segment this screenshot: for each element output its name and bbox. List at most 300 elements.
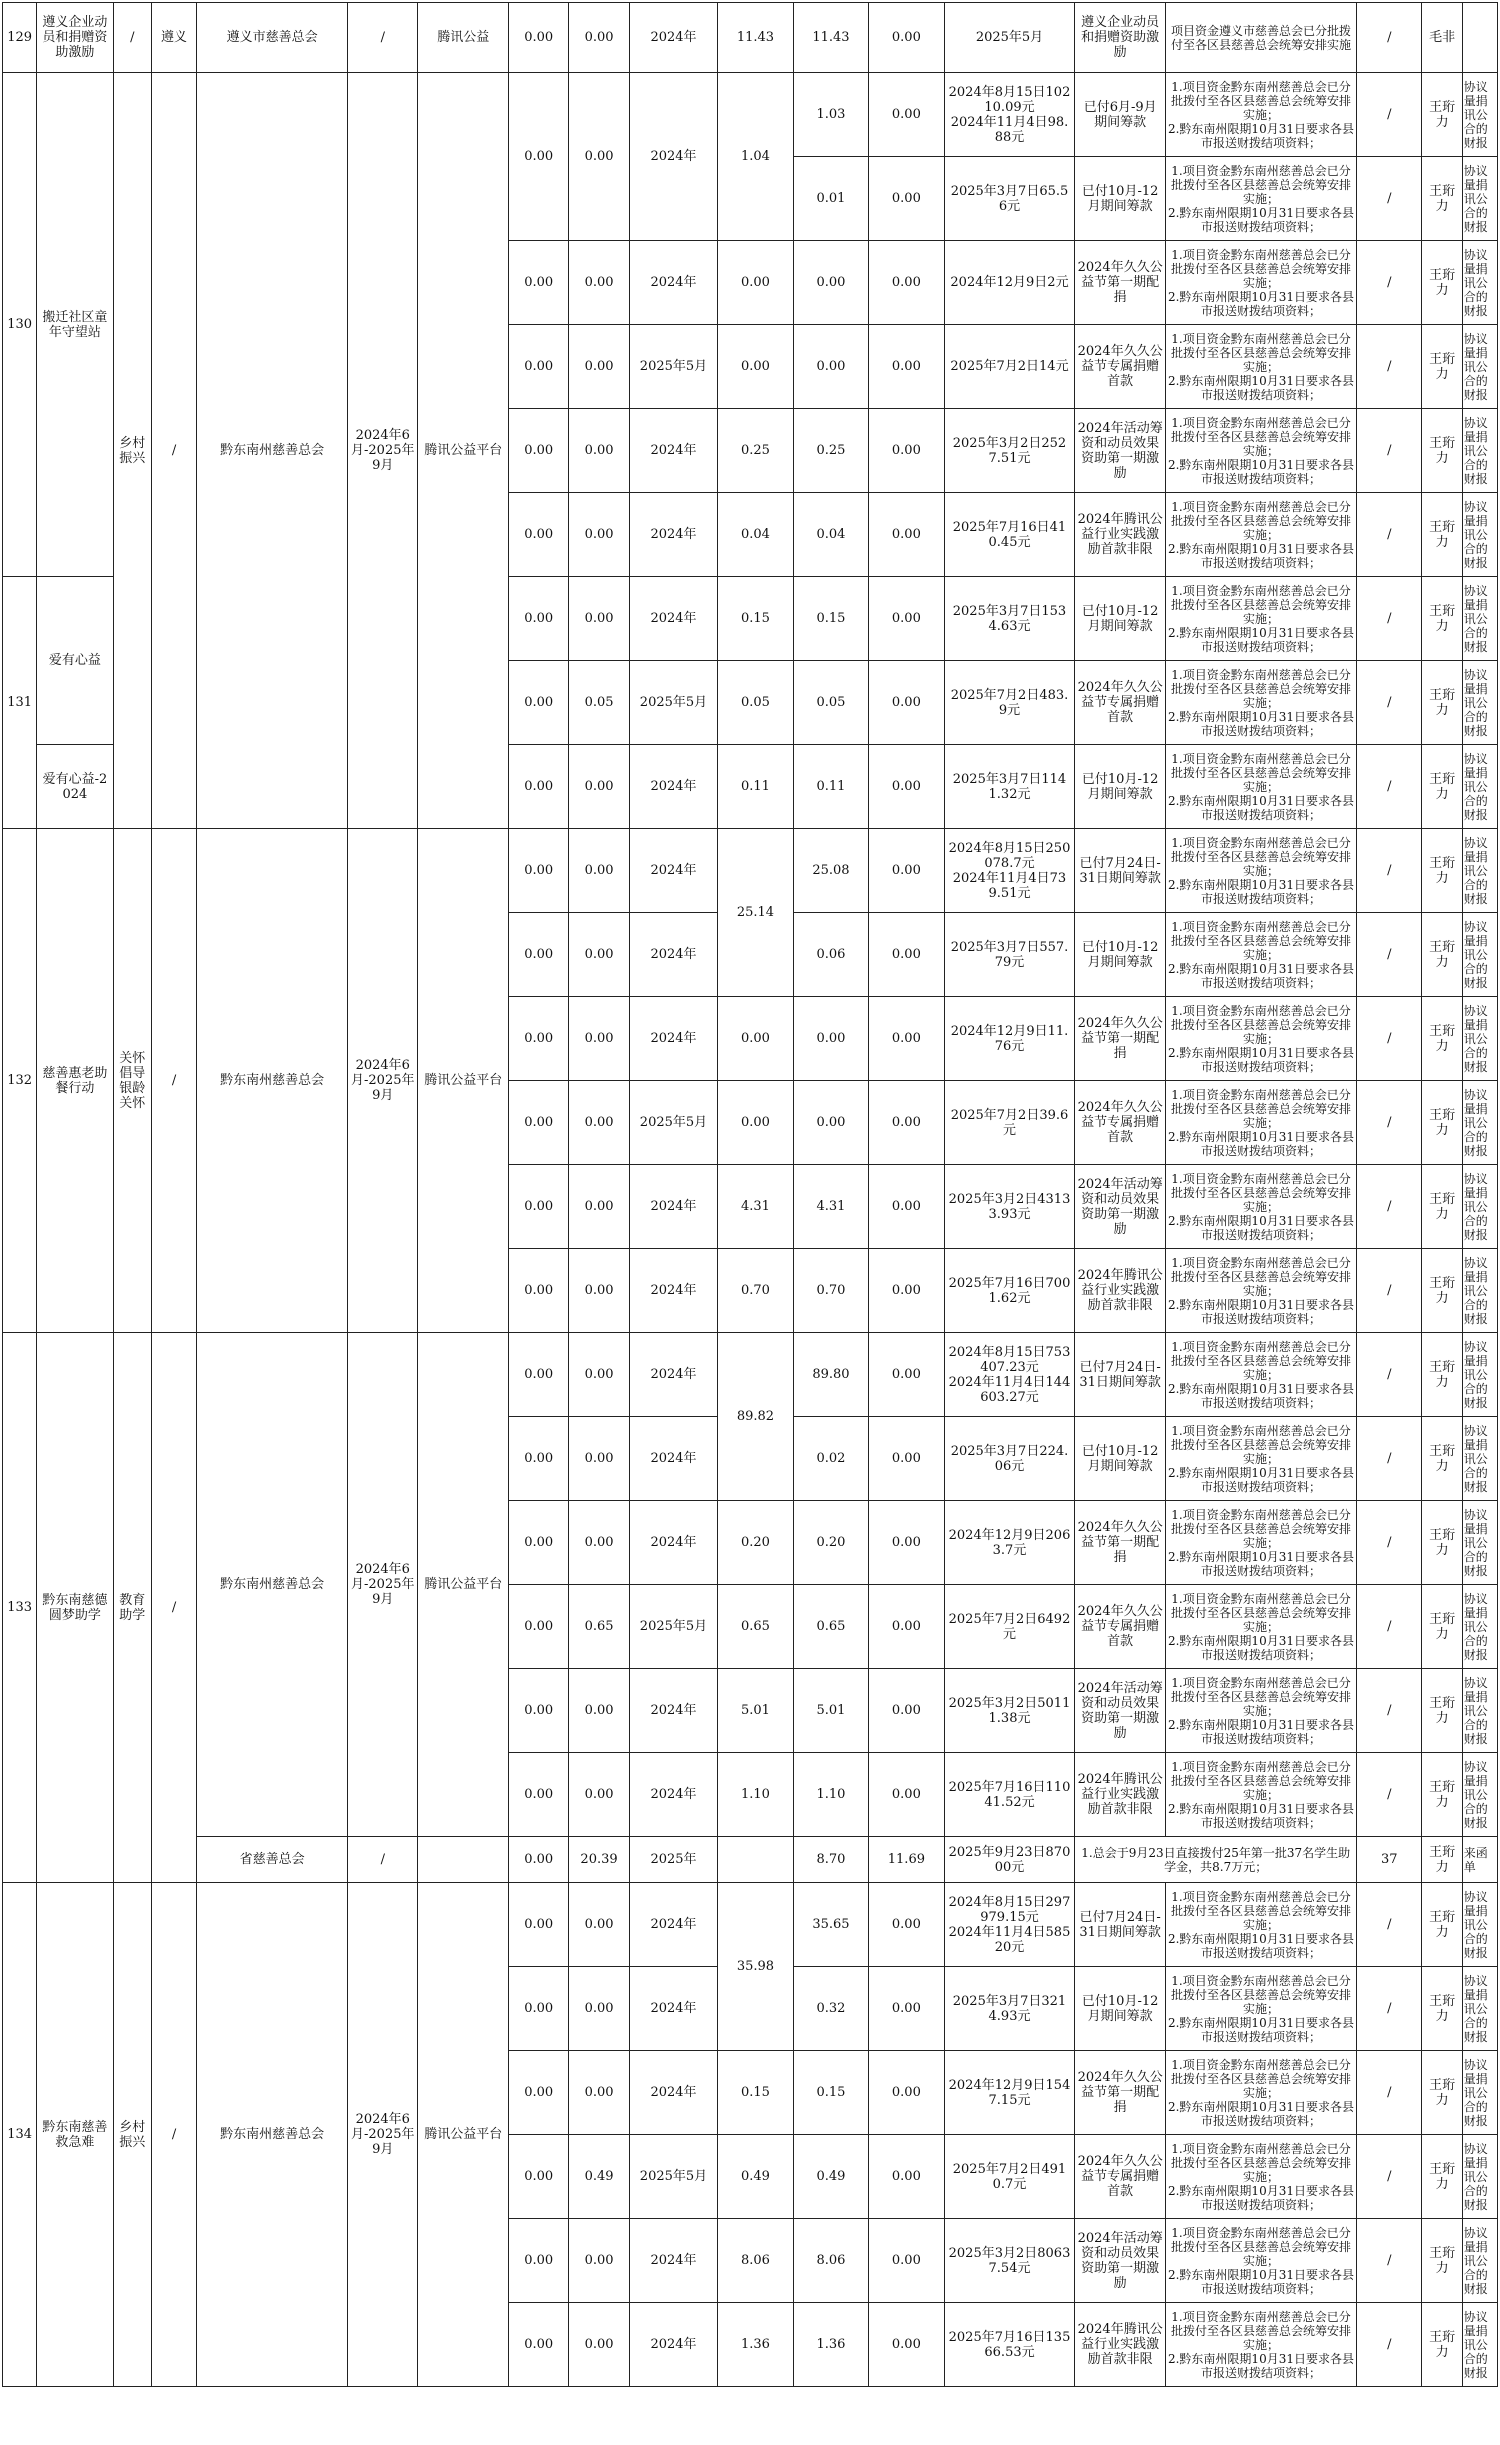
table-cell: / bbox=[1357, 2051, 1422, 2135]
date-amount: 2025年7月2日4910.7元 bbox=[944, 2135, 1075, 2219]
table-cell: / bbox=[1357, 913, 1422, 997]
table-row bbox=[3, 1837, 1498, 1883]
table-cell: / bbox=[1357, 1417, 1422, 1501]
table-cell: 0.00 bbox=[509, 409, 569, 493]
table-cell: 0.00 bbox=[793, 241, 868, 325]
table-cell: 2024年 bbox=[629, 409, 718, 493]
donation-table bbox=[2, 2, 1498, 2387]
date-amount: 2024年12月9日2元 bbox=[944, 241, 1075, 325]
project-name: 黔东南慈德圆梦助学 bbox=[37, 1333, 113, 1883]
note-cell: 1.项目资金黔东南州慈善总会已分批拨付至各区县慈善总会统筹安排实施； 2.黔东南州限期10月31日要求各县市报送财拨结项资料； bbox=[1165, 2219, 1356, 2303]
table-cell: 0.49 bbox=[718, 2135, 793, 2219]
table-cell: 8.70 bbox=[793, 1837, 868, 1883]
table-row bbox=[3, 1333, 1498, 1417]
person-cell: 王珩力 bbox=[1422, 1501, 1462, 1585]
table-cell: 0.00 bbox=[869, 1249, 944, 1333]
table-cell: 0.00 bbox=[869, 2051, 944, 2135]
table-cell: 0.25 bbox=[793, 409, 868, 493]
table-cell: / bbox=[1357, 1669, 1422, 1753]
table-cell: 11.43 bbox=[793, 3, 868, 73]
table-cell: 0.00 bbox=[569, 829, 629, 913]
person-cell: 王珩力 bbox=[1422, 157, 1462, 241]
table-cell: 遵义市慈善总会 bbox=[197, 3, 348, 73]
table-cell: 0.00 bbox=[509, 1837, 569, 1883]
table-cell: 1.04 bbox=[718, 73, 793, 241]
table-cell: / bbox=[1357, 73, 1422, 157]
person-cell: 王珩力 bbox=[1422, 829, 1462, 913]
table-cell: / bbox=[1357, 829, 1422, 913]
table-cell: 2024年 bbox=[629, 73, 718, 241]
cut-cell: 协议量捐讯公合的财报 bbox=[1462, 1883, 1497, 1967]
description: 已付7月24日-31日期间筹款 bbox=[1075, 829, 1166, 913]
table-cell: 35.65 bbox=[793, 1883, 868, 1967]
table-cell: 2024年 bbox=[629, 2303, 718, 2387]
description: 2024年久久公益节专属捐赠首款 bbox=[1075, 661, 1166, 745]
note-cell: 1.项目资金黔东南州慈善总会已分批拨付至各区县慈善总会统筹安排实施； 2.黔东南州限期10月31日要求各县市报送财拨结项资料； bbox=[1165, 745, 1356, 829]
table-cell: 0.00 bbox=[793, 997, 868, 1081]
table-cell: 0.00 bbox=[569, 3, 629, 73]
table-cell: 0.15 bbox=[793, 577, 868, 661]
table-cell: / bbox=[1357, 2303, 1422, 2387]
description: 2024年活动筹资和动员效果资助第一期激励 bbox=[1075, 1165, 1166, 1249]
table-cell: 0.00 bbox=[509, 1417, 569, 1501]
table-cell: 0.65 bbox=[793, 1585, 868, 1669]
table-cell: 0.70 bbox=[793, 1249, 868, 1333]
date-amount: 2025年7月16日11041.52元 bbox=[944, 1753, 1075, 1837]
table-cell: 2024年 bbox=[629, 997, 718, 1081]
table-cell: 1.10 bbox=[793, 1753, 868, 1837]
row-number: 132 bbox=[3, 829, 37, 1333]
table-cell: 1.10 bbox=[718, 1753, 793, 1837]
table-cell: 25.08 bbox=[793, 829, 868, 913]
date-amount: 2024年8月15日250078.7元 2024年11月4日739.51元 bbox=[944, 829, 1075, 913]
table-cell: 0.00 bbox=[869, 1165, 944, 1249]
cut-cell: 协议量捐讯公合的财报 bbox=[1462, 745, 1497, 829]
table-cell: 2024年 bbox=[629, 1883, 718, 1967]
table-cell: 89.80 bbox=[793, 1333, 868, 1417]
table-cell: 0.00 bbox=[869, 241, 944, 325]
date-amount: 2024年8月15日753407.23元 2024年11月4日144603.27元 bbox=[944, 1333, 1075, 1417]
table-cell: / bbox=[1357, 1249, 1422, 1333]
cut-cell: 协议量捐讯公合的财报 bbox=[1462, 1165, 1497, 1249]
cut-cell: 来函单 bbox=[1462, 1837, 1497, 1883]
date-amount: 2025年7月16日7001.62元 bbox=[944, 1249, 1075, 1333]
table-cell: 0.00 bbox=[569, 1501, 629, 1585]
person-cell: 王珩力 bbox=[1422, 1585, 1462, 1669]
note-cell: 1.项目资金黔东南州慈善总会已分批拨付至各区县慈善总会统筹安排实施； 2.黔东南州限期10月31日要求各县市报送财拨结项资料； bbox=[1165, 1333, 1356, 1417]
table-cell: / bbox=[1357, 1585, 1422, 1669]
table-cell: 0.00 bbox=[569, 493, 629, 577]
table-cell: 2024年 bbox=[629, 1669, 718, 1753]
table-cell: 0.00 bbox=[869, 73, 944, 157]
region-cell: / bbox=[151, 829, 196, 1333]
description: 2024年久久公益节专属捐赠首款 bbox=[1075, 1081, 1166, 1165]
table-cell: 0.00 bbox=[509, 1669, 569, 1753]
table-cell: 0.00 bbox=[569, 409, 629, 493]
person-cell: 王珩力 bbox=[1422, 1837, 1462, 1883]
description: 2024年久久公益节第一期配捐 bbox=[1075, 1501, 1166, 1585]
platform-cell: 腾讯公益平台 bbox=[418, 829, 509, 1333]
table-cell: 2024年 bbox=[629, 1967, 718, 2051]
table-cell: 0.00 bbox=[569, 1333, 629, 1417]
table-cell: / bbox=[1357, 325, 1422, 409]
table-cell: 0.00 bbox=[869, 1753, 944, 1837]
table-row bbox=[3, 1883, 1498, 1967]
table-cell: 0.00 bbox=[869, 157, 944, 241]
table-cell: 0.00 bbox=[569, 1753, 629, 1837]
table-cell: 0.00 bbox=[569, 1883, 629, 1967]
table-cell: 2025年5月 bbox=[629, 661, 718, 745]
table-cell: 0.00 bbox=[569, 2219, 629, 2303]
table-cell: 2024年 bbox=[629, 1501, 718, 1585]
table-cell: 0.00 bbox=[718, 325, 793, 409]
person-cell: 王珩力 bbox=[1422, 2303, 1462, 2387]
project-name: 慈善惠老助餐行动 bbox=[37, 829, 113, 1333]
note-cell: 1.项目资金黔东南州慈善总会已分批拨付至各区县慈善总会统筹安排实施； 2.黔东南州限期10月31日要求各县市报送财拨结项资料； bbox=[1165, 829, 1356, 913]
note-cell: 1.项目资金黔东南州慈善总会已分批拨付至各区县慈善总会统筹安排实施； 2.黔东南州限期10月31日要求各县市报送财拨结项资料； bbox=[1165, 1417, 1356, 1501]
cut-cell: 协议量捐讯公合的财报 bbox=[1462, 1081, 1497, 1165]
table-cell: 0.00 bbox=[718, 997, 793, 1081]
note-cell: 1.项目资金黔东南州慈善总会已分批拨付至各区县慈善总会统筹安排实施； 2.黔东南州限期10月31日要求各县市报送财拨结项资料； bbox=[1165, 1165, 1356, 1249]
table-cell: / bbox=[1357, 1753, 1422, 1837]
table-cell: 2024年 bbox=[629, 2051, 718, 2135]
table-cell: 0.04 bbox=[793, 493, 868, 577]
table-cell: 0.15 bbox=[718, 2051, 793, 2135]
table-cell: 0.00 bbox=[869, 1081, 944, 1165]
date-amount: 2025年7月2日14元 bbox=[944, 325, 1075, 409]
table-cell: 0.00 bbox=[869, 1417, 944, 1501]
table-cell: 0.00 bbox=[869, 1967, 944, 2051]
period-cell: 2024年6月-2025年9月 bbox=[348, 73, 418, 829]
table-cell: 0.00 bbox=[793, 325, 868, 409]
person-cell: 王珩力 bbox=[1422, 577, 1462, 661]
table-cell: 2024年 bbox=[629, 913, 718, 997]
table-cell: 2025年5月 bbox=[629, 1081, 718, 1165]
period-cell: / bbox=[348, 1837, 418, 1883]
table-cell: 0.00 bbox=[869, 3, 944, 73]
description: 2024年久久公益节专属捐赠首款 bbox=[1075, 1585, 1166, 1669]
table-cell: 0.15 bbox=[793, 2051, 868, 2135]
table-cell: / bbox=[1357, 1165, 1422, 1249]
table-cell: 0.00 bbox=[509, 745, 569, 829]
person-cell: 王珩力 bbox=[1422, 1669, 1462, 1753]
table-cell: 2025年 bbox=[629, 1837, 718, 1883]
table-cell: 0.00 bbox=[869, 1883, 944, 1967]
table-cell: 0.11 bbox=[793, 745, 868, 829]
person-cell: 王珩力 bbox=[1422, 1081, 1462, 1165]
person-cell: 王珩力 bbox=[1422, 1165, 1462, 1249]
project-name: 爱有心益-2024 bbox=[37, 745, 113, 829]
table-cell: / bbox=[1357, 745, 1422, 829]
person-cell: 王珩力 bbox=[1422, 1333, 1462, 1417]
table-cell: 遵义企业动员和捐赠资助激励 bbox=[1075, 3, 1166, 73]
table-cell: 0.00 bbox=[869, 1585, 944, 1669]
table-cell: 0.06 bbox=[793, 913, 868, 997]
date-amount: 2024年8月15日10210.09元 2024年11月4日98.88元 bbox=[944, 73, 1075, 157]
table-cell: 0.00 bbox=[569, 1081, 629, 1165]
table-cell: 0.00 bbox=[509, 1081, 569, 1165]
table-cell: 0.00 bbox=[509, 2135, 569, 2219]
table-cell: 0.00 bbox=[569, 325, 629, 409]
table-cell: 2025年5月 bbox=[629, 325, 718, 409]
table-cell: 0.00 bbox=[509, 661, 569, 745]
table-cell: / bbox=[1357, 3, 1422, 73]
org-name: 黔东南州慈善总会 bbox=[197, 1333, 348, 1837]
table-cell: / bbox=[1357, 1883, 1422, 1967]
description: 已付10月-12月期间筹款 bbox=[1075, 745, 1166, 829]
description: 已付10月-12月期间筹款 bbox=[1075, 1967, 1166, 2051]
note-cell: 1.项目资金黔东南州慈善总会已分批拨付至各区县慈善总会统筹安排实施； 2.黔东南州限期10月31日要求各县市报送财拨结项资料； bbox=[1165, 997, 1356, 1081]
org-name: 黔东南州慈善总会 bbox=[197, 829, 348, 1333]
project-type: 乡村振兴 bbox=[113, 73, 151, 829]
table-cell: 0.00 bbox=[869, 661, 944, 745]
note-cell: 1.项目资金黔东南州慈善总会已分批拨付至各区县慈善总会统筹安排实施； 2.黔东南州限期10月31日要求各县市报送财拨结项资料； bbox=[1165, 325, 1356, 409]
description: 2024年腾讯公益行业实践激励首款非限 bbox=[1075, 1249, 1166, 1333]
table-row bbox=[3, 829, 1498, 913]
table-cell: 2024年 bbox=[629, 1333, 718, 1417]
table-cell: 0.02 bbox=[793, 1417, 868, 1501]
table-cell: 0.00 bbox=[869, 2219, 944, 2303]
org-name: 黔东南州慈善总会 bbox=[197, 1883, 348, 2387]
date-amount: 2025年3月7日557.79元 bbox=[944, 913, 1075, 997]
table-cell: 0.00 bbox=[869, 829, 944, 913]
note-cell: 项目资金遵义市慈善总会已分批拨付至各区县慈善总会统筹安排实施 bbox=[1165, 3, 1356, 73]
cut-cell: 协议量捐讯公合的财报 bbox=[1462, 493, 1497, 577]
table-cell: 25.14 bbox=[718, 829, 793, 997]
cut-cell: 协议量捐讯公合的财报 bbox=[1462, 1585, 1497, 1669]
description: 已付6月-9月期间筹款 bbox=[1075, 73, 1166, 157]
person-cell: 王珩力 bbox=[1422, 73, 1462, 157]
table-cell: 2024年 bbox=[629, 577, 718, 661]
date-amount: 2025年7月16日13566.53元 bbox=[944, 2303, 1075, 2387]
date-amount: 2025年3月2日50111.38元 bbox=[944, 1669, 1075, 1753]
description: 2024年久久公益节第一期配捐 bbox=[1075, 997, 1166, 1081]
table-cell: / bbox=[348, 3, 418, 73]
table-cell: 1.03 bbox=[793, 73, 868, 157]
cut-cell: 协议量捐讯公合的财报 bbox=[1462, 2219, 1497, 2303]
note-cell: 1.项目资金黔东南州慈善总会已分批拨付至各区县慈善总会统筹安排实施； 2.黔东南州限期10月31日要求各县市报送财拨结项资料； bbox=[1165, 1081, 1356, 1165]
person-cell: 王珩力 bbox=[1422, 409, 1462, 493]
description: 已付7月24日-31日期间筹款 bbox=[1075, 1333, 1166, 1417]
cut-cell: 协议量捐讯公合的财报 bbox=[1462, 2051, 1497, 2135]
table-cell: 0.00 bbox=[569, 2051, 629, 2135]
table-cell: 毛非 bbox=[1422, 3, 1462, 73]
table-cell: 0.32 bbox=[793, 1967, 868, 2051]
table-cell: / bbox=[1357, 157, 1422, 241]
cut-cell: 协议量捐讯公合的财报 bbox=[1462, 1333, 1497, 1417]
date-amount: 2025年3月7日65.56元 bbox=[944, 157, 1075, 241]
note-cell: 1.项目资金黔东南州慈善总会已分批拨付至各区县慈善总会统筹安排实施； 2.黔东南州限期10月31日要求各县市报送财拨结项资料； bbox=[1165, 1249, 1356, 1333]
table-cell: 0.00 bbox=[869, 2303, 944, 2387]
table-cell: 0.05 bbox=[718, 661, 793, 745]
table-cell: 0.00 bbox=[569, 745, 629, 829]
table-cell: 0.00 bbox=[569, 241, 629, 325]
project-name: 黔东南慈善救急难 bbox=[37, 1883, 113, 2387]
table-cell: 0.00 bbox=[509, 997, 569, 1081]
table-cell: 5.01 bbox=[793, 1669, 868, 1753]
note-cell: 1.项目资金黔东南州慈善总会已分批拨付至各区县慈善总会统筹安排实施； 2.黔东南州限期10月31日要求各县市报送财拨结项资料； bbox=[1165, 1501, 1356, 1585]
table-cell: 0.00 bbox=[869, 1501, 944, 1585]
cut-cell: 协议量捐讯公合的财报 bbox=[1462, 2303, 1497, 2387]
note-cell: 1.项目资金黔东南州慈善总会已分批拨付至各区县慈善总会统筹安排实施； 2.黔东南州限期10月31日要求各县市报送财拨结项资料； bbox=[1165, 2303, 1356, 2387]
table-cell: 35.98 bbox=[718, 1883, 793, 2051]
note-cell: 1.项目资金黔东南州慈善总会已分批拨付至各区县慈善总会统筹安排实施； 2.黔东南州限期10月31日要求各县市报送财拨结项资料； bbox=[1165, 1753, 1356, 1837]
table-cell: 0.25 bbox=[718, 409, 793, 493]
row-number: 134 bbox=[3, 1883, 37, 2387]
person-cell: 王珩力 bbox=[1422, 1249, 1462, 1333]
table-cell: / bbox=[1357, 1081, 1422, 1165]
table-cell: 0.00 bbox=[869, 1669, 944, 1753]
table-cell: 0.00 bbox=[509, 2051, 569, 2135]
cut-cell bbox=[1462, 3, 1497, 73]
table-cell: 0.00 bbox=[869, 2135, 944, 2219]
table-cell: 1.36 bbox=[793, 2303, 868, 2387]
description: 2024年久久公益节第一期配捐 bbox=[1075, 2051, 1166, 2135]
table-cell: / bbox=[1357, 2135, 1422, 2219]
table-cell: 0.00 bbox=[509, 2219, 569, 2303]
note-cell: 1.项目资金黔东南州慈善总会已分批拨付至各区县慈善总会统筹安排实施； 2.黔东南州限期10月31日要求各县市报送财拨结项资料； bbox=[1165, 661, 1356, 745]
date-amount: 2025年3月2日43133.93元 bbox=[944, 1165, 1075, 1249]
table-cell: / bbox=[1357, 241, 1422, 325]
platform-cell: 腾讯公益平台 bbox=[418, 1883, 509, 2387]
note-cell: 1.项目资金黔东南州慈善总会已分批拨付至各区县慈善总会统筹安排实施； 2.黔东南州限期10月31日要求各县市报送财拨结项资料； bbox=[1165, 2051, 1356, 2135]
count-cell: 37 bbox=[1357, 1837, 1422, 1883]
table-cell: 0.00 bbox=[569, 913, 629, 997]
period-cell: 2024年6月-2025年9月 bbox=[348, 1333, 418, 1837]
table-cell: 0.15 bbox=[718, 577, 793, 661]
table-cell: 0.00 bbox=[509, 1753, 569, 1837]
cut-cell: 协议量捐讯公合的财报 bbox=[1462, 829, 1497, 913]
region-cell: / bbox=[151, 73, 196, 829]
description: 2024年腾讯公益行业实践激励首款非限 bbox=[1075, 1753, 1166, 1837]
table-cell: 0.11 bbox=[718, 745, 793, 829]
cut-cell: 协议量捐讯公合的财报 bbox=[1462, 73, 1497, 157]
table-cell: 0.00 bbox=[869, 577, 944, 661]
description: 2024年久久公益节第一期配捐 bbox=[1075, 241, 1166, 325]
description: 已付10月-12月期间筹款 bbox=[1075, 1417, 1166, 1501]
note-cell: 1.总会于9月23日直接拨付25年第一批37名学生助学金，共8.7万元； bbox=[1075, 1837, 1357, 1883]
table-cell: 8.06 bbox=[793, 2219, 868, 2303]
platform-cell: 腾讯公益平台 bbox=[418, 73, 509, 829]
description: 2024年久久公益节专属捐赠首款 bbox=[1075, 2135, 1166, 2219]
table-cell: 2024年 bbox=[629, 1249, 718, 1333]
table-cell: 0.00 bbox=[869, 997, 944, 1081]
description: 2024年活动筹资和动员效果资助第一期激励 bbox=[1075, 1669, 1166, 1753]
date-amount: 2025年3月2日2527.51元 bbox=[944, 409, 1075, 493]
table-cell: 0.65 bbox=[718, 1585, 793, 1669]
table-cell: 0.00 bbox=[569, 73, 629, 241]
person-cell: 王珩力 bbox=[1422, 2135, 1462, 2219]
date-amount: 2024年12月9日2063.7元 bbox=[944, 1501, 1075, 1585]
note-cell: 1.项目资金黔东南州慈善总会已分批拨付至各区县慈善总会统筹安排实施； 2.黔东南州限期10月31日要求各县市报送财拨结项资料； bbox=[1165, 157, 1356, 241]
cut-cell: 协议量捐讯公合的财报 bbox=[1462, 241, 1497, 325]
table-cell: 腾讯公益 bbox=[418, 3, 509, 73]
table-cell: 2024年 bbox=[629, 1753, 718, 1837]
table-cell: 2024年 bbox=[629, 3, 718, 73]
table-cell: 2024年 bbox=[629, 745, 718, 829]
table-cell: 0.20 bbox=[718, 1501, 793, 1585]
table-cell: 2025年5月 bbox=[629, 1585, 718, 1669]
table-cell: 89.82 bbox=[718, 1333, 793, 1501]
org-name: 黔东南州慈善总会 bbox=[197, 73, 348, 829]
table-cell: / bbox=[1357, 409, 1422, 493]
table-cell: 0.00 bbox=[509, 1333, 569, 1417]
table-cell: 0.00 bbox=[509, 829, 569, 913]
date-amount: 2025年3月7日224.06元 bbox=[944, 1417, 1075, 1501]
table-cell: 0.00 bbox=[569, 1967, 629, 2051]
table-cell: 0.49 bbox=[569, 2135, 629, 2219]
person-cell: 王珩力 bbox=[1422, 2051, 1462, 2135]
table-cell: 2024年 bbox=[629, 829, 718, 913]
row-number: 131 bbox=[3, 577, 37, 829]
cut-cell: 协议量捐讯公合的财报 bbox=[1462, 1501, 1497, 1585]
note-cell: 1.项目资金黔东南州慈善总会已分批拨付至各区县慈善总会统筹安排实施； 2.黔东南州限期10月31日要求各县市报送财拨结项资料； bbox=[1165, 1967, 1356, 2051]
note-cell: 1.项目资金黔东南州慈善总会已分批拨付至各区县慈善总会统筹安排实施； 2.黔东南州限期10月31日要求各县市报送财拨结项资料； bbox=[1165, 73, 1356, 157]
table-cell: 0.00 bbox=[869, 913, 944, 997]
platform-cell: 腾讯公益平台 bbox=[418, 1333, 509, 1837]
table-cell: 0.00 bbox=[569, 1417, 629, 1501]
cut-cell: 协议量捐讯公合的财报 bbox=[1462, 661, 1497, 745]
note-cell: 1.项目资金黔东南州慈善总会已分批拨付至各区县慈善总会统筹安排实施； 2.黔东南州限期10月31日要求各县市报送财拨结项资料； bbox=[1165, 2135, 1356, 2219]
table-cell: / bbox=[1357, 661, 1422, 745]
table-cell: 0.00 bbox=[569, 1249, 629, 1333]
date-amount: 2025年3月7日1534.63元 bbox=[944, 577, 1075, 661]
date-amount: 2025年7月2日39.6元 bbox=[944, 1081, 1075, 1165]
table-cell: 0.00 bbox=[869, 493, 944, 577]
table-cell: 0.00 bbox=[569, 997, 629, 1081]
table-cell: 0.65 bbox=[569, 1585, 629, 1669]
table-cell: 129 bbox=[3, 3, 37, 73]
table-cell: 0.00 bbox=[569, 1165, 629, 1249]
table-cell: 2024年 bbox=[629, 493, 718, 577]
table-cell: 2024年 bbox=[629, 241, 718, 325]
table-cell: 0.04 bbox=[718, 493, 793, 577]
cut-cell: 协议量捐讯公合的财报 bbox=[1462, 157, 1497, 241]
table-cell: 0.01 bbox=[793, 157, 868, 241]
table-cell: 2024年 bbox=[629, 1165, 718, 1249]
table-cell: 8.06 bbox=[718, 2219, 793, 2303]
table-cell: / bbox=[1357, 493, 1422, 577]
person-cell: 王珩力 bbox=[1422, 325, 1462, 409]
table-cell: 11.69 bbox=[869, 1837, 944, 1883]
table-cell: / bbox=[113, 3, 151, 73]
table-cell: 0.00 bbox=[509, 1883, 569, 1967]
cut-cell: 协议量捐讯公合的财报 bbox=[1462, 325, 1497, 409]
person-cell: 王珩力 bbox=[1422, 661, 1462, 745]
table-cell: 0.00 bbox=[509, 1249, 569, 1333]
cut-cell: 协议量捐讯公合的财报 bbox=[1462, 997, 1497, 1081]
table-cell: / bbox=[1357, 2219, 1422, 2303]
project-type: 教育助学 bbox=[113, 1333, 151, 1883]
table-cell: 0.00 bbox=[509, 577, 569, 661]
table-cell: 0.70 bbox=[718, 1249, 793, 1333]
date-amount: 2025年7月2日6492元 bbox=[944, 1585, 1075, 1669]
table-cell: 0.00 bbox=[869, 1333, 944, 1417]
date-amount: 2025年3月7日1141.32元 bbox=[944, 745, 1075, 829]
description: 2024年活动筹资和动员效果资助第一期激励 bbox=[1075, 409, 1166, 493]
table-cell: 0.00 bbox=[869, 409, 944, 493]
project-type: 关怀倡导银龄关怀 bbox=[113, 829, 151, 1333]
table-cell: / bbox=[1357, 577, 1422, 661]
cut-cell: 协议量捐讯公合的财报 bbox=[1462, 1753, 1497, 1837]
table-cell: 0.00 bbox=[509, 241, 569, 325]
table-cell: 0.00 bbox=[718, 241, 793, 325]
description: 2024年腾讯公益行业实践激励首款非限 bbox=[1075, 2303, 1166, 2387]
table-cell: 20.39 bbox=[569, 1837, 629, 1883]
description: 已付10月-12月期间筹款 bbox=[1075, 157, 1166, 241]
table-cell: 0.00 bbox=[509, 1165, 569, 1249]
org-name: 省慈善总会 bbox=[197, 1837, 348, 1883]
